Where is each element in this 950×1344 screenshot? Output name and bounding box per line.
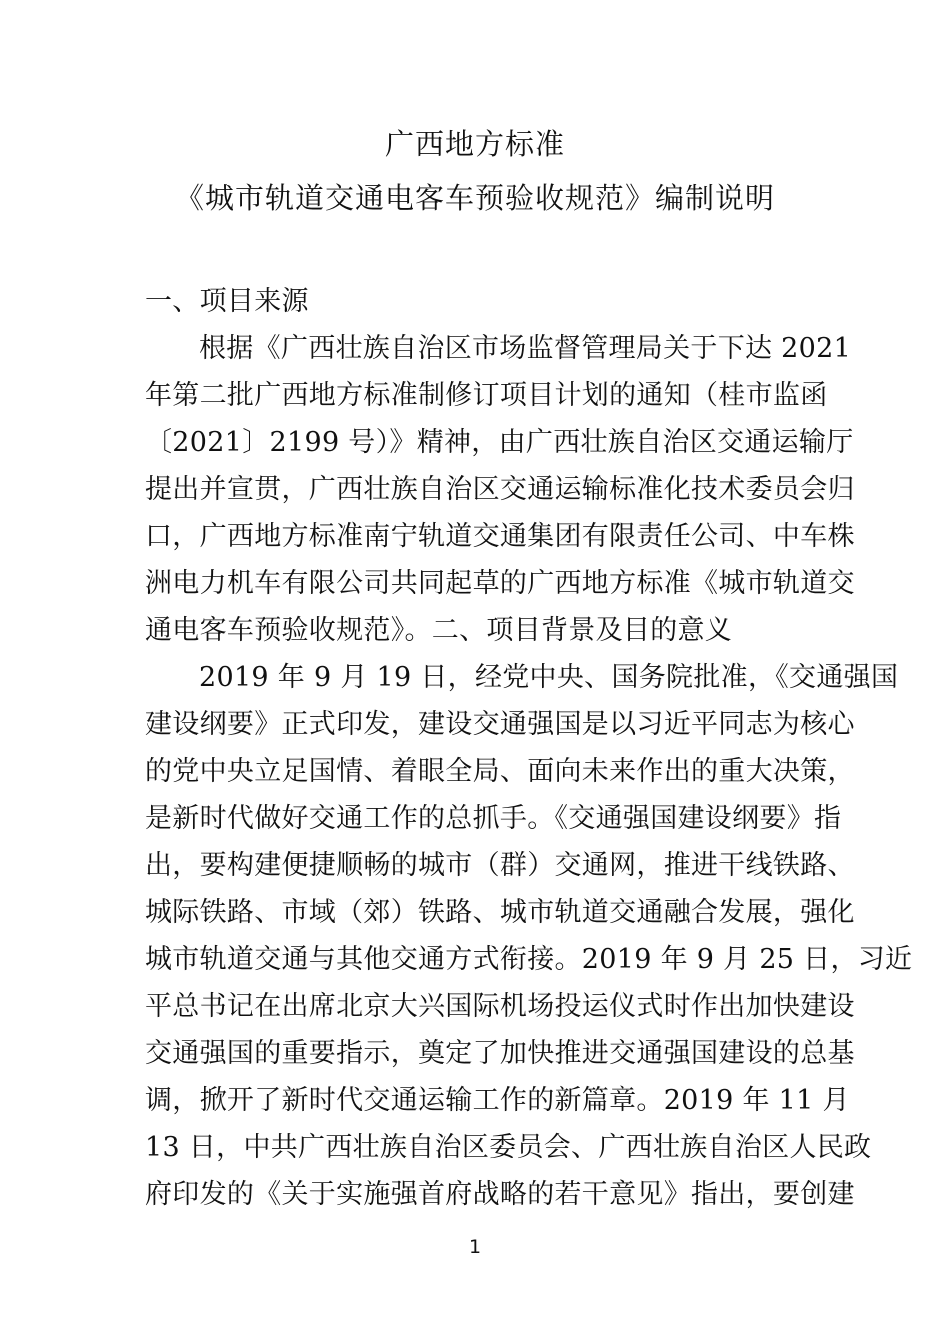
body-line: 年第二批广西地方标准制修订项目计划的通知（桂市监函 [145,380,828,411]
body-line: 出，要构建便捷顺畅的城市（群）交通网，推进干线铁路、 [145,850,855,881]
body-line: 建设纲要》正式印发，建设交通强国是以习近平同志为核心 [145,709,855,740]
body-line: 城际铁路、市域（郊）铁路、城市轨道交通融合发展，强化 [145,897,855,928]
body-line: 洲电力机车有限公司共同起草的广西地方标准《城市轨道交 [145,568,855,599]
body-line: 通电客车预验收规范》。二、项目背景及目的意义 [145,615,733,646]
title-line-2: 《城市轨道交通电客车预验收规范》编制说明 [174,181,775,215]
body-line: 13 日，中共广西壮族自治区委员会、广西壮族自治区人民政 [145,1132,872,1163]
page-number: 1 [468,1236,482,1258]
body-line: 平总书记在出席北京大兴国际机场投运仪式时作出加快建设 [145,991,855,1022]
body-line: 府印发的《关于实施强首府战略的若干意见》指出，要创建 [145,1179,855,1210]
body-line: 调，掀开了新时代交通运输工作的新篇章。2019 年 11 月 [145,1085,850,1116]
body-line: 口，广西地方标准南宁轨道交通集团有限责任公司、中车株 [145,521,855,552]
body-line: 〔2021〕2199 号）》精神，由广西壮族自治区交通运输厅 [145,427,854,458]
body-line: 城市轨道交通与其他交通方式衔接。2019 年 9 月 25 日，习近 [145,944,913,975]
body-line: 根据《广西壮族自治区市场监督管理局关于下达 2021 [199,333,852,364]
body-line: 是新时代做好交通工作的总抓手。《交通强国建设纲要》指 [145,803,842,834]
section-heading-project-source: 一、项目来源 [145,286,309,317]
body-line: 提出并宣贯，广西壮族自治区交通运输标准化技术委员会归 [145,474,855,505]
title-line-1: 广西地方标准 [384,127,565,161]
body-line: 交通强国的重要指示，奠定了加快推进交通强国建设的总基 [145,1038,855,1069]
document-title-block [0,118,950,224]
document-body [145,278,913,1218]
body-line: 2019 年 9 月 19 日，经党中央、国务院批准，《交通强国 [199,662,899,693]
body-line: 的党中央立足国情、着眼全局、面向未来作出的重大决策， [145,756,855,787]
